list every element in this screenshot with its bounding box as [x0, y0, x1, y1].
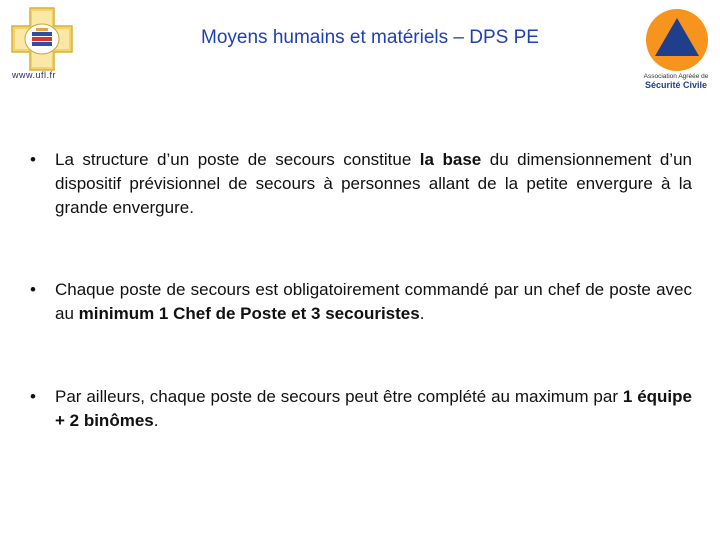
bullet-text: La structure d’un poste de secours constitue: [55, 150, 420, 169]
bullet-bold-text: minimum 1 Chef de Poste et 3 secouristes: [78, 304, 420, 323]
bullet-bold-text: 1 équipe + 2 binômes: [55, 387, 692, 430]
bullet-marker: •: [30, 280, 36, 299]
civil-security-caption: Association Agréée de: [643, 73, 709, 80]
bullet-item: [30, 385, 692, 433]
civil-security-name: Sécurité Civile: [644, 80, 708, 90]
bullet-item: [30, 278, 692, 326]
bullet-text: .: [419, 304, 425, 323]
bullet-list: [30, 148, 692, 433]
bullet-text: Par ailleurs, chaque poste de secours peut être complété au maximum par: [55, 387, 623, 406]
bullet-marker: •: [30, 387, 36, 406]
organization-url: www.ufl.fr: [12, 70, 57, 80]
bullet-item: [30, 148, 692, 220]
bullet-text: du dimensionnement d’un dispositif prévisionnel de secours à personnes allant de la petite envergure à la grande envergure.: [55, 150, 692, 217]
bullet-marker: •: [30, 150, 36, 169]
bullet-text: .: [153, 411, 159, 430]
slide-title: Moyens humains et matériels – DPS PE: [201, 26, 539, 48]
bullet-text: Chaque poste de secours est obligatoirement commandé par un chef de poste avec au: [55, 280, 692, 323]
bullet-bold-text: la base: [419, 150, 482, 169]
